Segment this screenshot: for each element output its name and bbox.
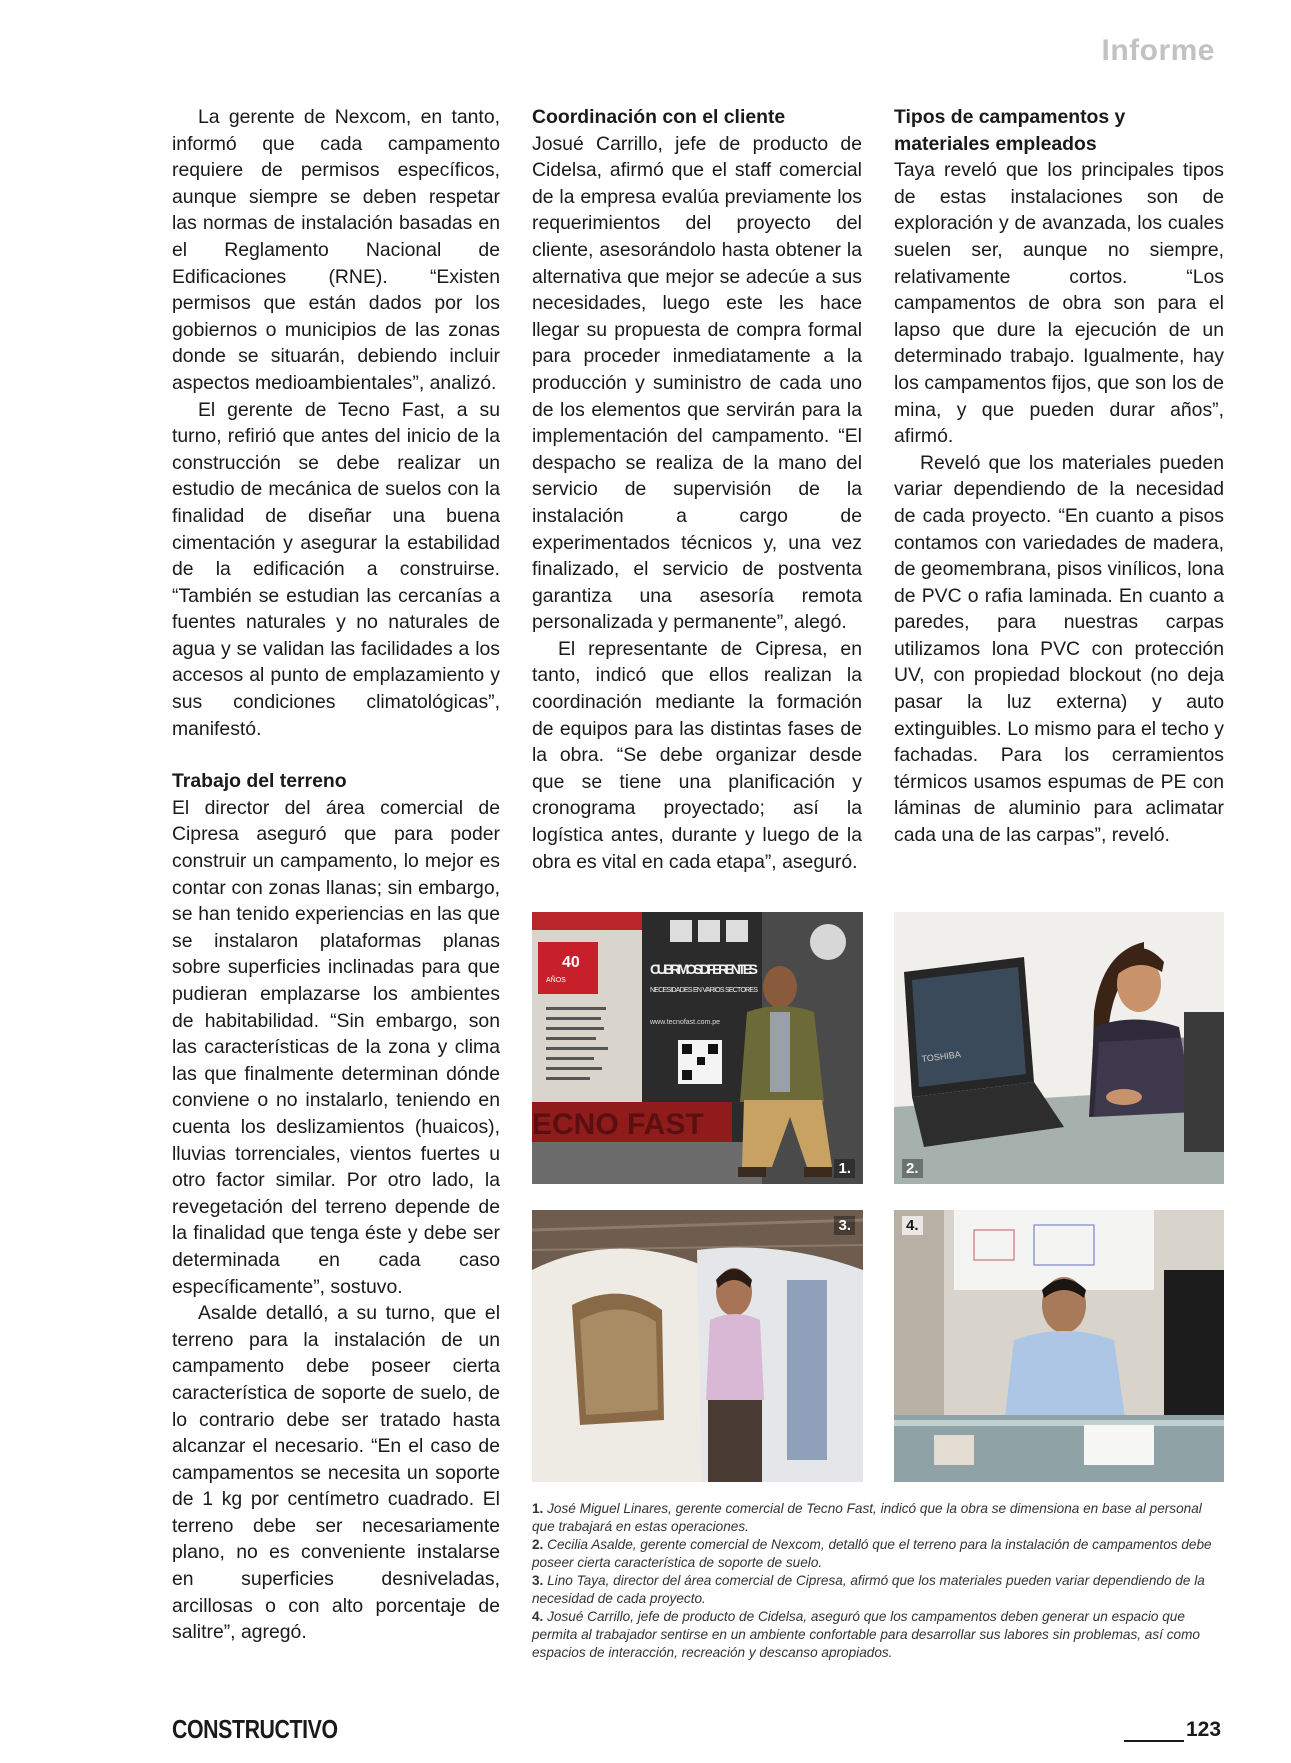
photo-4 [894,1210,1224,1482]
photo-number: 3. [834,1216,855,1235]
paragraph: La gerente de Nexcom, en tanto, informó que cada campamento requiere de permisos específicos, aunque siempre se deben respetar las normas de instalación basadas en el Reglamento Nacional de Edificaciones (RNE). “Existen permisos que están dados por los gobiernos o municipios de las zonas donde se situarán, debiendo incluir aspectos medioambientales”, analizó. [172,106,500,394]
photo-1 [532,912,863,1184]
photo-number: 1. [834,1159,855,1178]
article-column-2 [532,104,862,875]
caption: 2. Cecilia Asalde, gerente comercial de Nexcom, detalló que el terreno para la instalación de campamentos debe poseer cierta característica de soporte de suelo. [532,1537,1212,1570]
banner-url: www.tecnofast.com.pe [650,1019,721,1026]
paragraph: El representante de Cipresa, en tanto, indicó que ellos realizan la coordinación mediante la formación de equipos para las distintas fases de la obra. “Se debe organizar desde que se tiene una planificación y cronograma proyectado; así la logística antes, durante y luego de la obra es vital en cada etapa”, aseguró. [532,637,862,873]
article-column-1 [172,104,500,1646]
paragraph: El gerente de Tecno Fast, a su turno, refirió que antes del inicio de la construcción se debe realizar un estudio de mecánica de suelos con la finalidad de diseñar una buena cimentación y asegurar la estabilidad de la edificación a construirse. “También se estudian las cercanías a fuentes naturales y no naturales de agua y se validan las facilidades a los accesos al punto de emplazamiento y sus condiciones climatológicas”, manifestó. [172,398,500,740]
photo-3-image [532,1210,863,1482]
caption: 1. José Miguel Linares, gerente comercial de Tecno Fast, indicó que la obra se dimensiona en base al personal que trabajará en estas operaciones. [532,1501,1202,1534]
stand-logo: ECNO FAST [532,1108,704,1141]
caption: 4. Josué Carrillo, jefe de producto de Cidelsa, aseguró que los campamentos deben generar un espacio que permita al trabajador sentirse en un ambiente confortable para desarrollar sus labores sin problemas, así como espacios de interacción, recreación y descanso apropiados. [532,1609,1200,1660]
photo-1-image [532,912,863,1184]
paragraph: Taya reveló que los principales tipos de estas instalaciones son de exploración y de avanzada, los cuales suelen ser, aunque no siempre, relativamente cortos. “Los campamentos de obra son para el lapso que dure la ejecución de un determinado trabajo. Igualmente, hay los campamentos fijos, que son los de mina, y que pueden durar años”, afirmó. [894,159,1224,448]
paragraph: Josué Carrillo, jefe de producto de Cidelsa, afirmó que el staff comercial de la empresa evalúa previamente los requerimientos del proyecto del cliente, asesorándolo hasta obtener la alternativa que mejor se adecúe a sus necesidades, luego este les hace llegar su propuesta de compra formal para proceder inmediatamente a la producción y suministro de cada uno de los elementos que servirán para la implementación del campamento. “El despacho se realiza de la mano del servicio de supervisión de la instalación a cargo de experimentados técnicos y, una vez finalizado, el servicio de postventa garantiza una asesoría remota personalizada y permanente”, alegó. [532,132,862,634]
badge-sub: AÑOS [546,977,566,984]
photo-number: 2. [902,1159,923,1178]
banner-subtitle: NECESIDADES EN VARIOS SECTORES [650,987,758,994]
photo-2 [894,912,1224,1184]
paragraph: El director del área comercial de Cipresa aseguró que para poder construir un campamento, lo mejor es contar con zonas llanas; sin embargo, se han tenido experiencias en las que se instalaron plataformas planas sobre superficies inclinadas para que pudieran emplazarse los ambientes de habitabilidad. “Sin embargo, son las características de la zona y clima las que finalmente determinan dónde conviene o no instalarlo, teniendo en cuenta los deslizamientos (huaicos), lluvias torrenciales, vientos fuertes u otro factor similar. Por otro lado, la revegetación del terreno depende de la finalidad que tenga éste y debe ser determinada en cada caso específicamente”, sostuvo. [172,796,500,1298]
photo-number: 4. [902,1216,923,1235]
paragraph: Reveló que los materiales pueden variar dependiendo de la necesidad de cada proyecto. “En cuanto a pisos contamos con variedades de madera, de geomembrana, pisos vinílicos, lona de PVC o rafia laminada. En cuanto a paredes, para nuestras carpas utilizamos lona PVC con protección UV, con propiedad blockout (no deja pasar la luz externa) y auto extinguibles. Lo mismo para el techo y fachadas. Para los cerramientos térmicos usamos espumas de PE con láminas de aluminio para aclimatar cada una de las carpas”, reveló. [894,451,1224,847]
photo-captions [532,1500,1224,1662]
magazine-brand: CONSTRUCTIVO [172,1714,338,1744]
photo-4-image [894,1210,1224,1482]
laptop-brand: TOSHIBA [921,1049,962,1064]
subheading: Coordinación con el cliente [532,106,786,128]
section-tag: Informe [1101,34,1215,67]
footer-rule [1124,1740,1184,1742]
photo-3 [532,1210,863,1482]
paragraph: Asalde detalló, a su turno, que el terreno para la instalación de un campamento debe poseer cierta característica de soporte de suelo, de lo contrario debe ser tratado hasta alcanzar el necesario. “En el caso de campamentos se necesita un soporte de 1 kg por centímetro cuadrado. El terreno debe ser necesariamente plano, no es conveniente instalarse en superficies desniveladas, arcillosas o con alto porcentaje de salitre”, agregó. [172,1302,500,1644]
caption: 3. Lino Taya, director del área comercial de Cipresa, afirmó que los materiales pueden variar dependiendo de la necesidad de cada proyecto. [532,1573,1205,1606]
badge-number: 40 [562,954,580,971]
subheading: Trabajo del terreno [172,770,347,793]
subheading: Tipos de campamentos y materiales empleados [894,106,1126,155]
banner-title: CUBRIMOS DIFERENTES [650,961,758,977]
article-column-3 [894,104,1224,849]
photo-2-image [894,912,1224,1184]
page-number: 123 [1186,1718,1222,1741]
